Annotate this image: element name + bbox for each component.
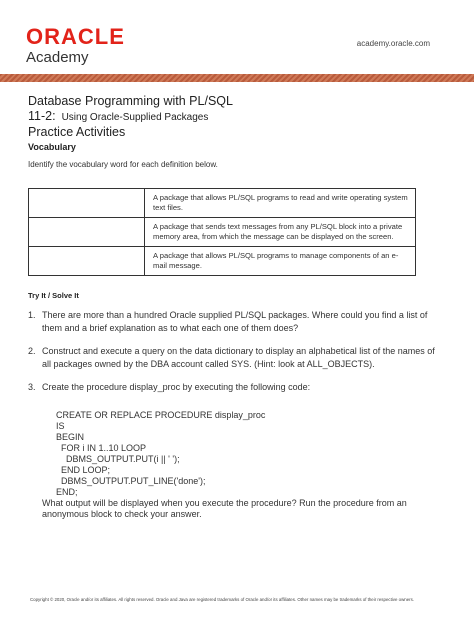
code-line: DBMS_OUTPUT.PUT(i || ' '); [56,453,180,464]
question-text: There are more than a hundred Oracle supplied PL/SQL packages. Where could you find a list of them and a brief explanation as to what each one of them does? [42,310,428,333]
vocabulary-heading: Vocabulary [28,142,76,152]
vocabulary-table [28,188,416,276]
vocabulary-instruction: Identify the vocabulary word for each definition below. [28,160,218,169]
question-number: 2. [28,346,36,356]
lesson-number: 11-2: [28,109,56,123]
code-line: END LOOP; [56,464,111,475]
document-body [28,94,446,521]
question-item [28,345,446,370]
term-cell[interactable] [29,189,145,218]
activity-type: Practice Activities [28,125,126,139]
try-it-heading: Try It / Solve It [28,291,79,300]
question-number: 3. [28,382,36,392]
course-title: Database Programming with PL/SQL [28,94,233,108]
site-url[interactable]: academy.oracle.com [356,39,430,48]
code-line: IS [56,420,65,431]
code-line: BEGIN [56,431,85,442]
code-line: FOR i IN 1..10 LOOP [56,442,147,453]
table-row [29,189,416,218]
oracle-academy-logo [26,26,125,67]
question-text: Construct and execute a query on the data dictionary to display an alphabetical list of the names of all packages owned by the DBA account called SYS. (Hint: look at ALL_OBJECTS). [42,346,435,369]
definition-cell: A package that sends text messages from any PL/SQL block into a private memory area, from which the message can be displayed on the screen. [145,218,416,247]
definition-cell: A package that allows PL/SQL programs to read and write operating system text files. [145,189,416,218]
term-cell[interactable] [29,218,145,247]
table-row [29,247,416,276]
definition-cell: A package that allows PL/SQL programs to manage components of an e-mail message. [145,247,416,276]
question-item [28,381,446,394]
oracle-logo-text: ORACLE [26,24,125,49]
followup-question: What output will be displayed when you execute the procedure? Run the procedure from an anonymous block to check your answer. [42,497,407,519]
code-block [56,410,446,498]
question-text: Create the procedure display_proc by executing the following code: [42,382,311,392]
page-header [0,0,474,82]
code-line: DBMS_OUTPUT.PUT_LINE('done'); [56,475,206,486]
copyright-footer: Copyright © 2020, Oracle and/or its affiliates. All rights reserved. Oracle and Java are registered trademarks of Oracle and/or its affiliates. Other names may be trademarks of their respective owners. [30,597,415,602]
code-line: END; [56,486,78,497]
lesson-title: Using Oracle-Supplied Packages [61,112,209,123]
table-row [29,218,416,247]
lesson-heading [28,109,446,125]
question-number: 1. [28,310,36,320]
academy-label: Academy [26,49,89,66]
question-item [28,309,446,334]
header-band [0,74,474,82]
code-line: CREATE OR REPLACE PROCEDURE display_proc [56,409,266,420]
term-cell[interactable] [29,247,145,276]
